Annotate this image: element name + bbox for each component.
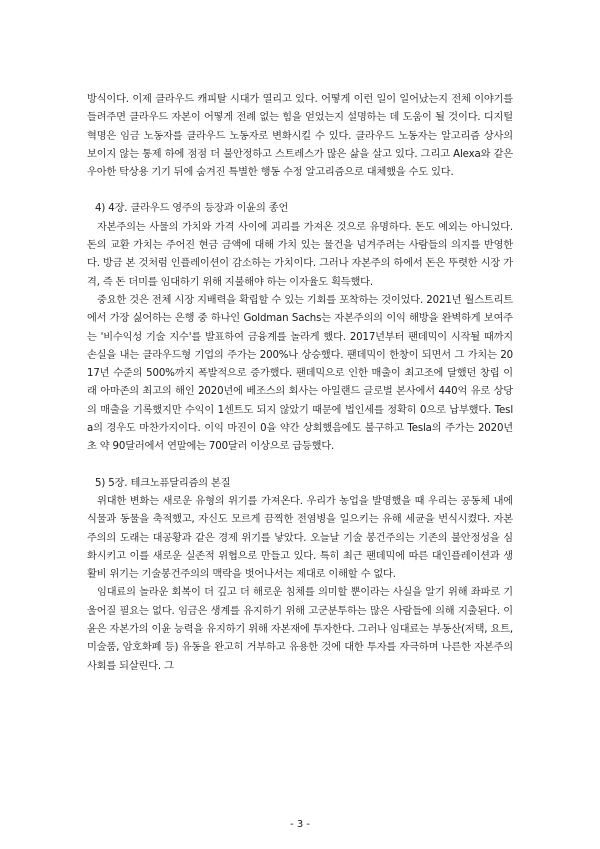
section-5-heading: 5) 5장. 테크노퓨달리즘의 본질 bbox=[95, 477, 231, 489]
section-spacer bbox=[87, 457, 513, 475]
section-5-paragraph-2: 임대료의 놀라운 회복이 더 깊고 더 해로운 침체를 의미할 뿐이라는 사실을 알기 위해 좌파로 기울어질 필요는 없다. 임금은 생계를 유지하기 위해 고군분투하는 많은 사람들에 의해 지출된다. 이윤은 자본가의 이윤 능력을 유지하기 위해 자본재에 투자한다. 그러나 임대료는 부동산(저택, 요트, 미술품, 암호화폐 등) 유동을 완고히 거부하고 유용한 것에 대한 투자를 자극하며 나른한 자본주의 사회를 되살린다. 그 bbox=[87, 587, 513, 672]
document-body bbox=[87, 91, 513, 676]
intro-paragraph: 방식이다. 이제 클라우드 캐피탈 시대가 열리고 있다. 어떻게 이런 일이 일어났는지 전체 이야기를 들려주면 클라우드 자본이 어떻게 전례 없는 힘을 얻었는지 설명하는 데 도움이 될 것이다. 디지털 혁명은 임금 노동자를 클라우드 노동자로 변화시킬 수 있다. 클라우드 노동자는 알고리즘 상사의 보이지 않는 통제 하에 점점 더 불안정하고 스트레스가 많은 삶을 살고 있다. 그리고 Alexa와 같은 우아한 탁상용 기기 뒤에 숨겨진 특별한 행동 수정 알고리즘으로 대체했을 수도 있다. bbox=[87, 94, 513, 179]
section-4-heading: 4) 4장. 클라우드 영주의 등장과 이윤의 종언 bbox=[95, 203, 289, 215]
page-number: - 3 - bbox=[290, 819, 310, 830]
section-spacer bbox=[87, 182, 513, 200]
section-4-paragraph-2: 중요한 것은 전체 시장 지배력을 확립할 수 있는 기회를 포착하는 것이었다. 2021년 월스트리트에서 가장 싫어하는 은행 중 하나인 Goldman Sachs는 자본주의의 이익 해방을 완벽하게 보여주는 '비수익성 기술 지수'를 발표하여 금융계를 놀라게 했다. 2017년부터 팬데믹이 시작될 때까지 손실을 내는 클라우드형 기업의 주가는 200%나 상승했다. 팬데믹이 한창이 되면서 그 가치는 2017년 수준의 500%까지 폭발적으로 증가했다. 팬데믹으로 인한 매출이 최고조에 달했던 창립 이래 아마존의 최고의 해인 2020년에 베조스의 회사는 아일랜드 글로벌 본사에서 440억 유로 상당의 매출을 기록했지만 수익이 1센트도 되지 않았기 때문에 법인세를 정확히 0으로 납부했다. Tesla의 경우도 마찬가지이다. 이익 마진이 0을 약간 상회했음에도 불구하고 Tesla의 주가는 2020년 초 약 90달러에서 연말에는 700달러 이상으로 급등했다. bbox=[87, 294, 513, 453]
section-4-paragraph-1: 자본주의는 사물의 가치와 가격 사이에 괴리를 가져온 것으로 유명하다. 돈도 예외는 아니었다. 돈의 교환 가치는 주어진 현금 금액에 대해 가치 있는 물건을 넘겨주려는 사람들의 의지를 반영한다. 방금 본 것처럼 인플레이션이 감소하는 가치이다. 그러나 자본주의 하에서 돈은 뚜렷한 시장 가격, 즉 돈 더미를 임대하기 위해 지불해야 하는 이자율도 획득했다. bbox=[87, 221, 513, 288]
section-5-paragraph-1: 위대한 변화는 새로운 유형의 위기를 가져온다. 우리가 농업을 발명했을 때 우리는 공동체 내에 식물과 동물을 축적했고, 자신도 모르게 끔찍한 전염병을 일으키는 유해 세균을 번식시켰다. 자본주의의 도래는 대공황과 같은 경제 위기를 낳았다. 오늘날 기술 봉건주의는 기존의 불안정성을 심화시키고 이를 새로운 실존적 위협으로 만들고 있다. 특히 최근 팬데믹에 따른 대인플레이션과 생활비 위기는 기술봉건주의의 맥락을 벗어나서는 제대로 이해할 수 없다. bbox=[87, 495, 513, 581]
